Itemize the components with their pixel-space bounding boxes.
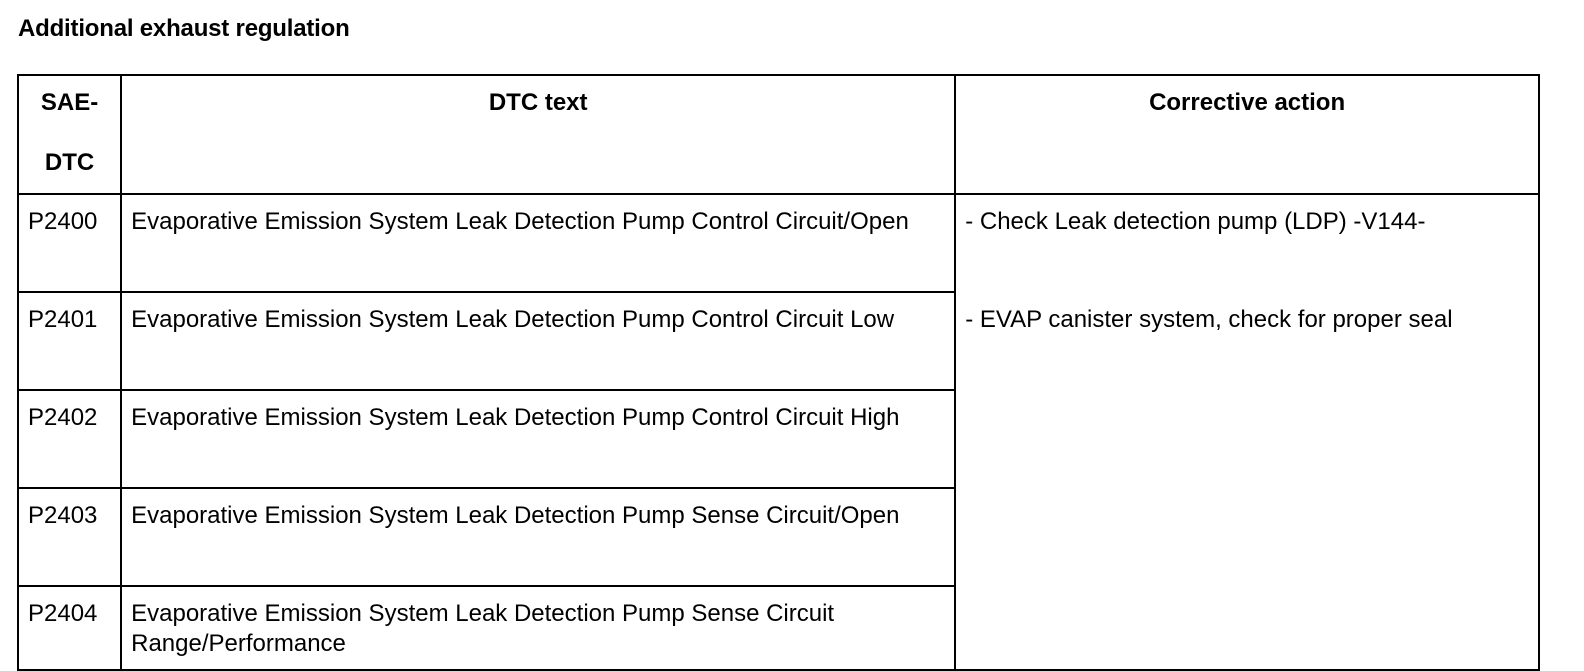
dtc-code-cell: P2401 xyxy=(18,292,121,390)
corrective-action-cell xyxy=(955,194,1539,670)
corrective-action-item: - EVAP canister system, check for proper seal xyxy=(965,306,1453,333)
column-header-sae-dtc xyxy=(18,75,121,194)
column-header-dtc-text: DTC text xyxy=(121,75,955,194)
page-title: Additional exhaust regulation xyxy=(18,15,350,42)
table-row xyxy=(18,194,1539,292)
corrective-action-spacer xyxy=(965,237,1530,305)
column-header-sae-dtc-line1: SAE- xyxy=(40,89,99,116)
dtc-text-cell: Evaporative Emission System Leak Detection Pump Control Circuit Low xyxy=(121,292,955,390)
dtc-text-cell: Evaporative Emission System Leak Detection Pump Control Circuit/Open xyxy=(121,194,955,292)
column-header-corrective-action: Corrective action xyxy=(955,75,1539,194)
dtc-text-cell: Evaporative Emission System Leak Detection Pump Control Circuit High xyxy=(121,390,955,488)
dtc-code-cell: P2400 xyxy=(18,194,121,292)
dtc-text-cell: Evaporative Emission System Leak Detection Pump Sense Circuit Range/Performance xyxy=(121,586,955,670)
dtc-code-cell: P2404 xyxy=(18,586,121,670)
corrective-action-item: - Check Leak detection pump (LDP) -V144- xyxy=(965,208,1426,235)
table-header-row xyxy=(18,75,1539,194)
dtc-code-cell: P2402 xyxy=(18,390,121,488)
dtc-text-cell: Evaporative Emission System Leak Detection Pump Sense Circuit/Open xyxy=(121,488,955,586)
dtc-table xyxy=(17,74,1540,671)
column-header-sae-dtc-line2: DTC xyxy=(44,149,95,176)
dtc-code-cell: P2403 xyxy=(18,488,121,586)
